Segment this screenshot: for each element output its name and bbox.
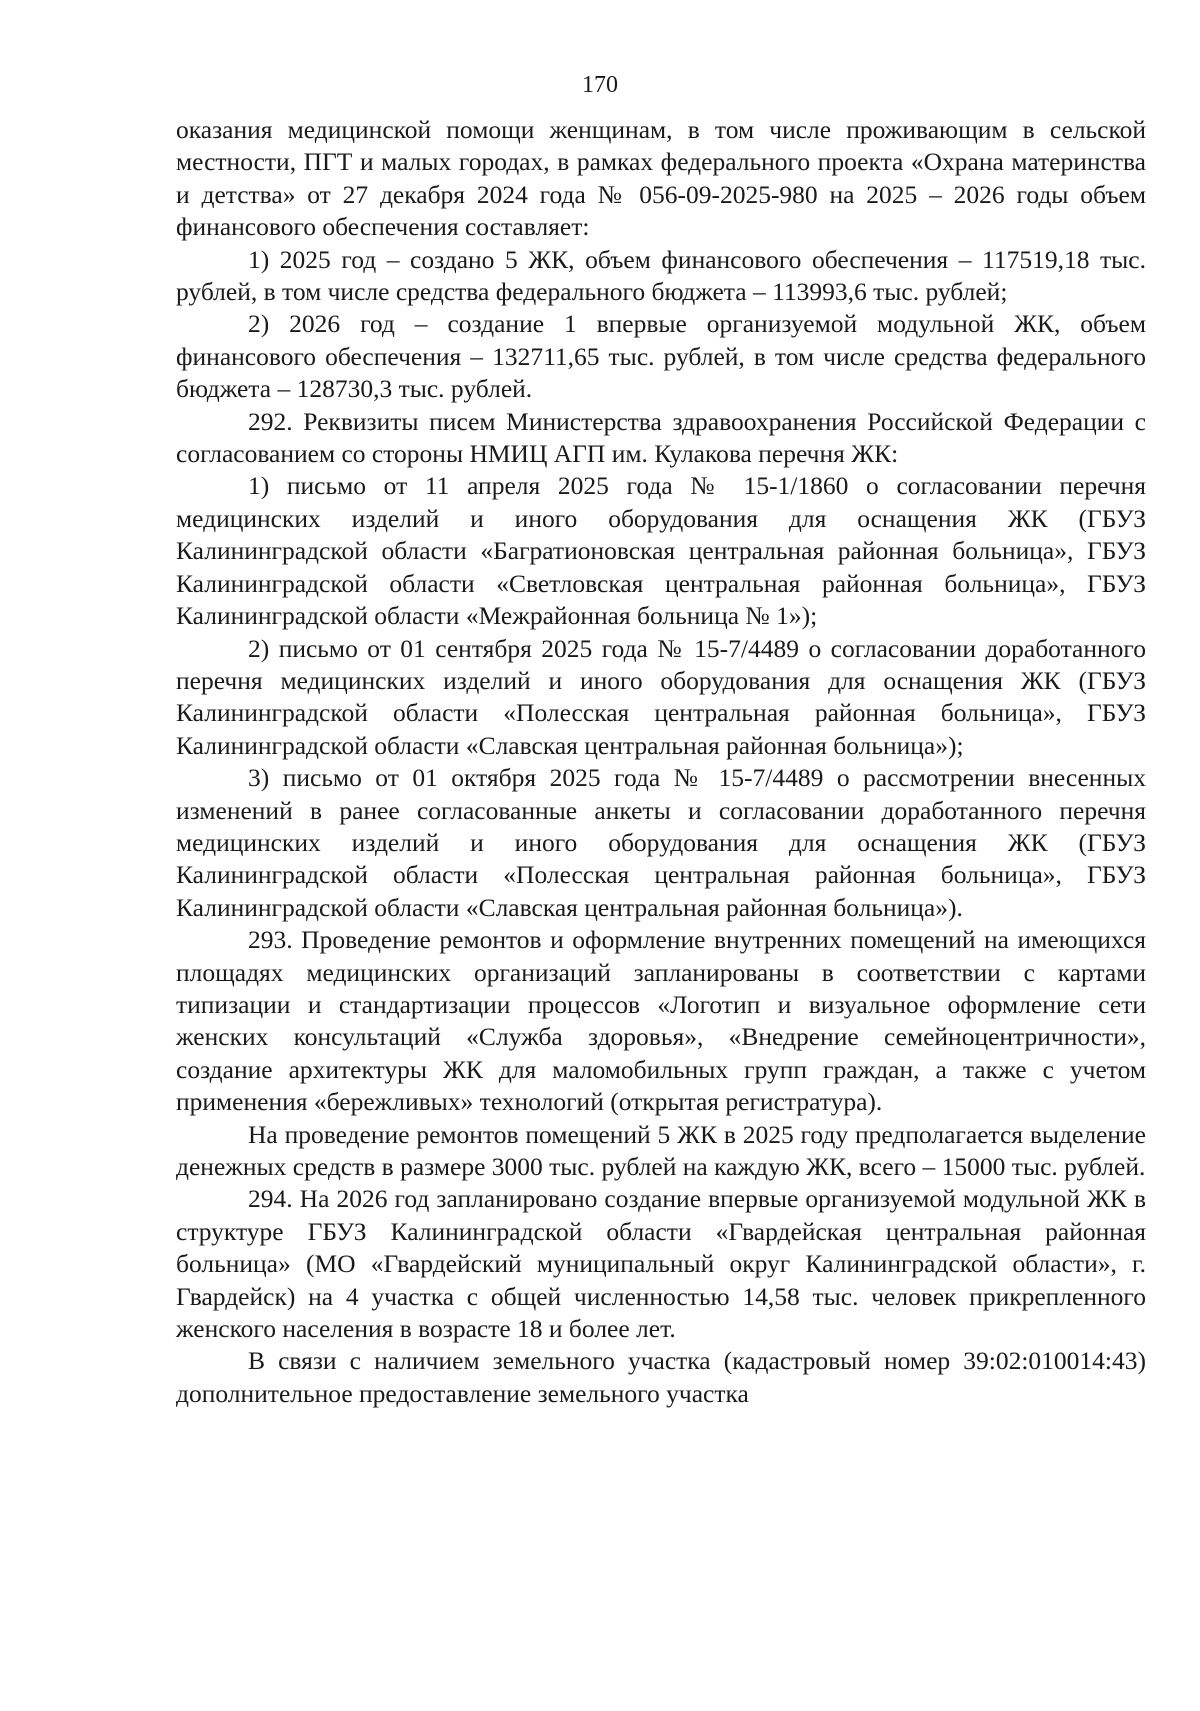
document-body [176, 114, 1146, 1410]
letter-item-3: 3) письмо от 01 октября 2025 года № 15-7/4489 о рассмотрении внесенных изменений в ранее согласованные анкеты и согласовании доработанного перечня медицинских изделий и иного оборудования для оснащения ЖК (ГБУЗ Калининградской области «Полесская центральная районная больница», ГБУЗ Калининградской области «Славская центральная районная больница»). [176, 763, 1146, 922]
list-item-2026: 2) 2026 год – создание 1 впервые организуемой модульной ЖК, объем финансового обеспечения – 132711,65 тыс. рублей, в том числе средства федерального бюджета – 128730,3 тыс. рублей. [176, 309, 1146, 404]
section-294: 294. На 2026 год запланировано создание впервые организуемой модульной ЖК в структуре ГБУЗ Калининградской области «Гвардейская центральная районная больница» (МО «Гвардейский муниципальный округ Калининградской области», г. Гвардейск) на 4 участка с общей численностью 14,58 тыс. человек прикрепленного женского населения в возрасте 18 и более лет. [176, 1184, 1146, 1344]
paragraph-repair-funding: На проведение ремонтов помещений 5 ЖК в 2025 году предполагается выделение денежных средств в размере 3000 тыс. рублей на каждую ЖК, всего – 15000 тыс. рублей. [176, 1119, 1146, 1181]
page-number: 170 [582, 72, 618, 98]
section-293: 293. Проведение ремонтов и оформление внутренних помещений на имеющихся площадях медицинских организаций запланированы в соответствии с картами типизации и стандартизации процессов «Логотип и визуальное оформление сети женских консультаций «Служба здоровья», «Внедрение семейноцентричности», создание архитектуры ЖК для маломобильных групп граждан, а также с учетом применения «бережливых» технологий (открытая регистратура). [176, 925, 1146, 1117]
letter-item-2: 2) письмо от 01 сентября 2025 года № 15-7/4489 о согласовании доработанного перечня медицинских изделий и иного оборудования для оснащения ЖК (ГБУЗ Калининградской области «Полесская центральная районная больница», ГБУЗ Калининградской области «Славская центральная районная больница»); [176, 633, 1146, 760]
list-item-2025: 1) 2025 год – создано 5 ЖК, объем финансового обеспечения – 117519,18 тыс. рублей, в том числе средства федерального бюджета – 113993,6 тыс. рублей; [176, 244, 1146, 307]
section-292: 292. Реквизиты писем Министерства здравоохранения Российской Федерации с согласованием со стороны НМИЦ АГП им. Кулакова перечня ЖК: [176, 406, 1146, 469]
paragraph-land-plot: В связи с наличием земельного участка (кадастровый номер 39:02:010014:43) дополнительное предоставление земельного участка [176, 1346, 1146, 1408]
letter-item-1: 1) письмо от 11 апреля 2025 года № 15-1/1860 о согласовании перечня медицинских изделий и иного оборудования для оснащения ЖК (ГБУЗ Калининградской области «Багратионовская центральная районная больница», ГБУЗ Калининградской области «Светловская центральная районная больница», ГБУЗ Калининградской области «Межрайонная больница № 1»); [176, 471, 1146, 631]
paragraph-continuation: оказания медицинской помощи женщинам, в том числе проживающим в сельской местности, ПГТ и малых городах, в рамках федерального проекта «Охрана материнства и детства» от 27 декабря 2024 года № 056-09-2025-980 на 2025 – 2026 годы объем финансового обеспечения составляет: [176, 115, 1146, 242]
